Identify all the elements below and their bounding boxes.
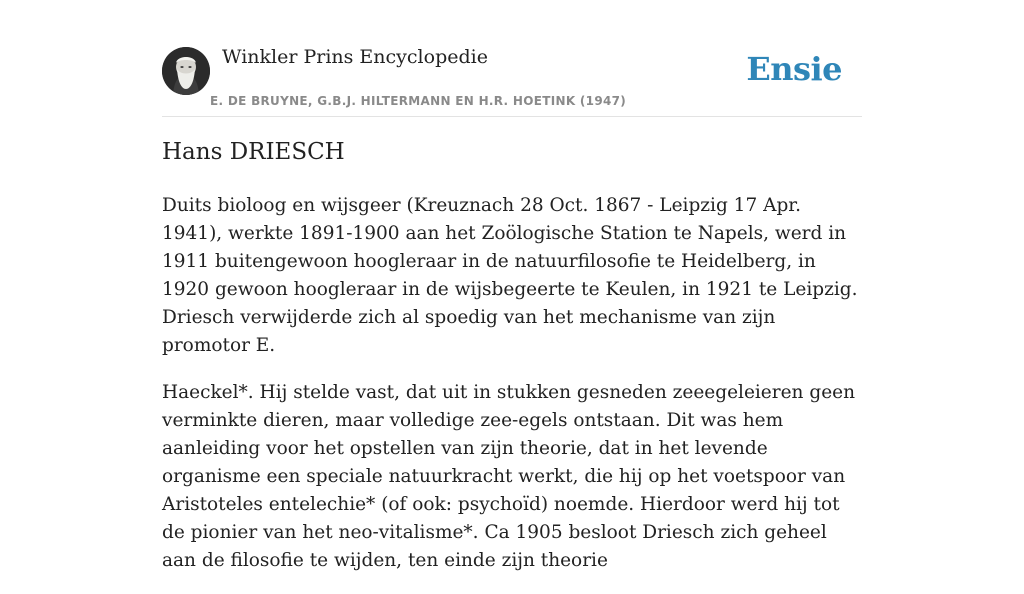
page: [162, 0, 862, 571]
bearded-man-portrait-icon: [162, 47, 210, 95]
article-body: [162, 192, 862, 594]
paragraph: Haeckel*. Hij stelde vast, dat uit in stukken gesneden zeeegeleieren geen verminkte dieren, maar volledige zee-egels ontstaan. Dit was hem aanleiding voor het opstellen van zijn theorie, dat in het levende organisme een speciale natuurkracht werkt, die hij op het voetspoor van Aristoteles entelechie* (of ook: psychoïd) noemde. Hierdoor werd hij tot de pionier van het neo-vitalisme*. Ca 1905 besloot Driesch zich geheel aan de filosofie te wijden, ten einde zijn theorie: [162, 382, 856, 571]
article-title: Hans DRIESCH: [162, 139, 345, 165]
site-title[interactable]: Winkler Prins Encyclopedie: [222, 46, 488, 68]
header: [162, 0, 862, 117]
brand-logo[interactable]: Ensie: [746, 50, 842, 88]
authors-line: E. DE BRUYNE, G.B.J. HILTERMANN EN H.R. HOETINK (1947): [210, 94, 627, 108]
paragraph: Duits bioloog en wijsgeer (Kreuznach 28 Oct. 1867 - Leipzig 17 Apr. 1941), werkte 1891-1900 aan het Zoölogische Station te Napels, werd in 1911 buitengewoon hoogleraar in de natuurfilosofie te Heidelberg, in 1920 gewoon hoogleraar in de wijsbegeerte te Keulen, in 1921 te Leipzig. Driesch verwijderde zich al spoedig van het mechanisme van zijn promotor E.: [162, 195, 858, 356]
avatar[interactable]: [162, 47, 210, 95]
